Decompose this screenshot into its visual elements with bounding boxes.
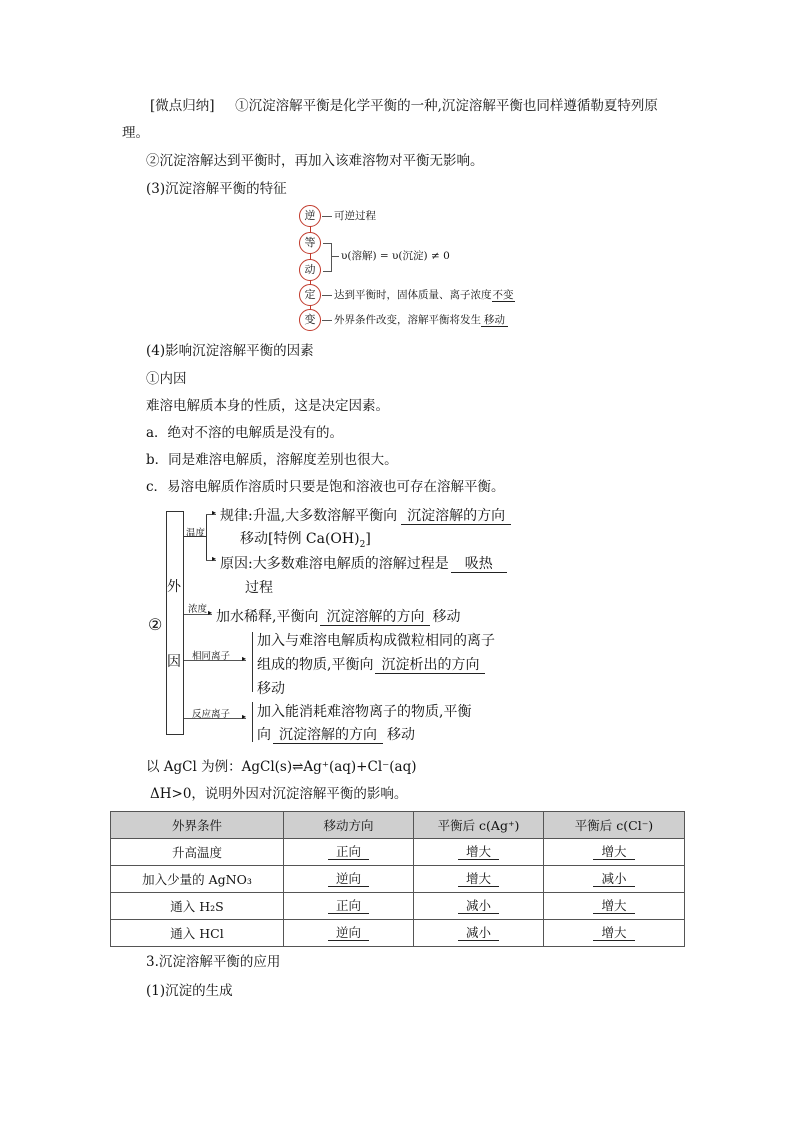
agcl-equation: 以 AgCl 为例：AgCl(s)⇌Ag⁺(aq)+Cl⁻(aq) — [146, 759, 417, 775]
paragraph-2: ②沉淀溶解达到平衡时，再加入该难溶物对平衡无影响。 — [146, 153, 484, 169]
heading-4-factors: (4)影响沉淀溶解平衡的因素 — [146, 343, 314, 359]
header-condition: 外界条件 — [111, 812, 284, 839]
label-fanying: 反应离子 — [192, 709, 231, 720]
node-deng: 等 — [299, 232, 321, 254]
header-cl: 平衡后 c(Cl⁻) — [544, 812, 685, 839]
heading-3-features: (3)沉淀溶解平衡的特征 — [146, 181, 287, 197]
internal-cause-desc: 难溶电解质本身的性质，这是决定因素。 — [146, 398, 389, 414]
yuanyin-line2: 过程 — [245, 580, 273, 596]
micro-summary-line2: 理。 — [122, 125, 149, 141]
node-ding: 定 — [299, 284, 321, 306]
delta-h-line: ΔH>0，说明外因对沉淀溶解平衡的影响。 — [150, 786, 408, 802]
micro-summary-label: [微点归纳] — [150, 98, 215, 114]
nongdu-line: 加水稀释,平衡向 沉淀溶解的方向 移动 — [216, 609, 461, 625]
label-nongdu: 浓度 — [188, 604, 208, 615]
node-bian: 变 — [299, 309, 321, 331]
xt-line1: 加入与难溶电解质构成微粒相同的离子 — [257, 633, 495, 649]
header-ag: 平衡后 c(Ag⁺) — [414, 812, 544, 839]
table-header-row — [111, 812, 685, 839]
guilv-line2: 移动[特例 $Ca(OH)_2$] — [240, 531, 371, 550]
node-dong: 动 — [299, 259, 321, 281]
header-direction: 移动方向 — [284, 812, 414, 839]
item-b: b．同是难溶电解质，溶解度差别也很大。 — [146, 452, 398, 468]
text-ding: 达到平衡时，固体质量、离子浓度不变 — [334, 289, 514, 301]
node-ni: 逆 — [299, 205, 321, 227]
xt-line2: 组成的物质,平衡向 沉淀析出的方向 — [257, 654, 485, 674]
text-ni: 可逆过程 — [334, 210, 376, 222]
table-row: 通入 H₂S 正向 减小 增大 — [111, 893, 685, 920]
yin-char: 因 — [167, 654, 181, 670]
guilv-line1: 规律:升温,大多数溶解平衡向 沉淀溶解的方向 — [220, 505, 511, 525]
wai-char: 外 — [167, 579, 181, 595]
item-a: a．绝对不溶的电解质是没有的。 — [146, 425, 344, 441]
fy-line2: 向 沉淀溶解的方向 移动 — [257, 727, 415, 743]
table-row: 通入 HCl 逆向 减小 增大 — [111, 920, 685, 947]
effects-table — [110, 811, 685, 947]
heading-precipitate-formation: (1)沉淀的生成 — [146, 983, 233, 999]
table-row: 升高温度 正向 增大 增大 — [111, 839, 685, 866]
label-xiangtong: 相同离子 — [192, 651, 231, 662]
xt-line3: 移动 — [257, 681, 285, 697]
label-wendu: 温度 — [186, 528, 206, 539]
micro-summary-line1: [微点归纳] ①沉淀溶解平衡是化学平衡的一种,沉淀溶解平衡也同样遵循勒夏特列原 — [150, 98, 658, 114]
text-bian: 外界条件改变，溶解平衡将发生 移动 — [334, 313, 508, 327]
fy-line1: 加入能消耗难溶物离子的物质,平衡 — [257, 704, 472, 720]
yuanyin-line1: 原因:大多数难溶电解质的溶解过程是 吸热 — [220, 553, 507, 573]
table-row: 加入少量的 AgNO₃ 逆向 增大 减小 — [111, 866, 685, 893]
item-c: c．易溶电解质作溶质时只要是饱和溶液也可存在溶解平衡。 — [146, 479, 505, 495]
internal-cause: ①内因 — [146, 371, 187, 387]
heading-applications: 3.沉淀溶解平衡的应用 — [146, 954, 281, 970]
circle-2: ② — [148, 615, 163, 634]
text-deng: υ(溶解) = υ(沉淀) ≠ 0 — [341, 250, 450, 262]
